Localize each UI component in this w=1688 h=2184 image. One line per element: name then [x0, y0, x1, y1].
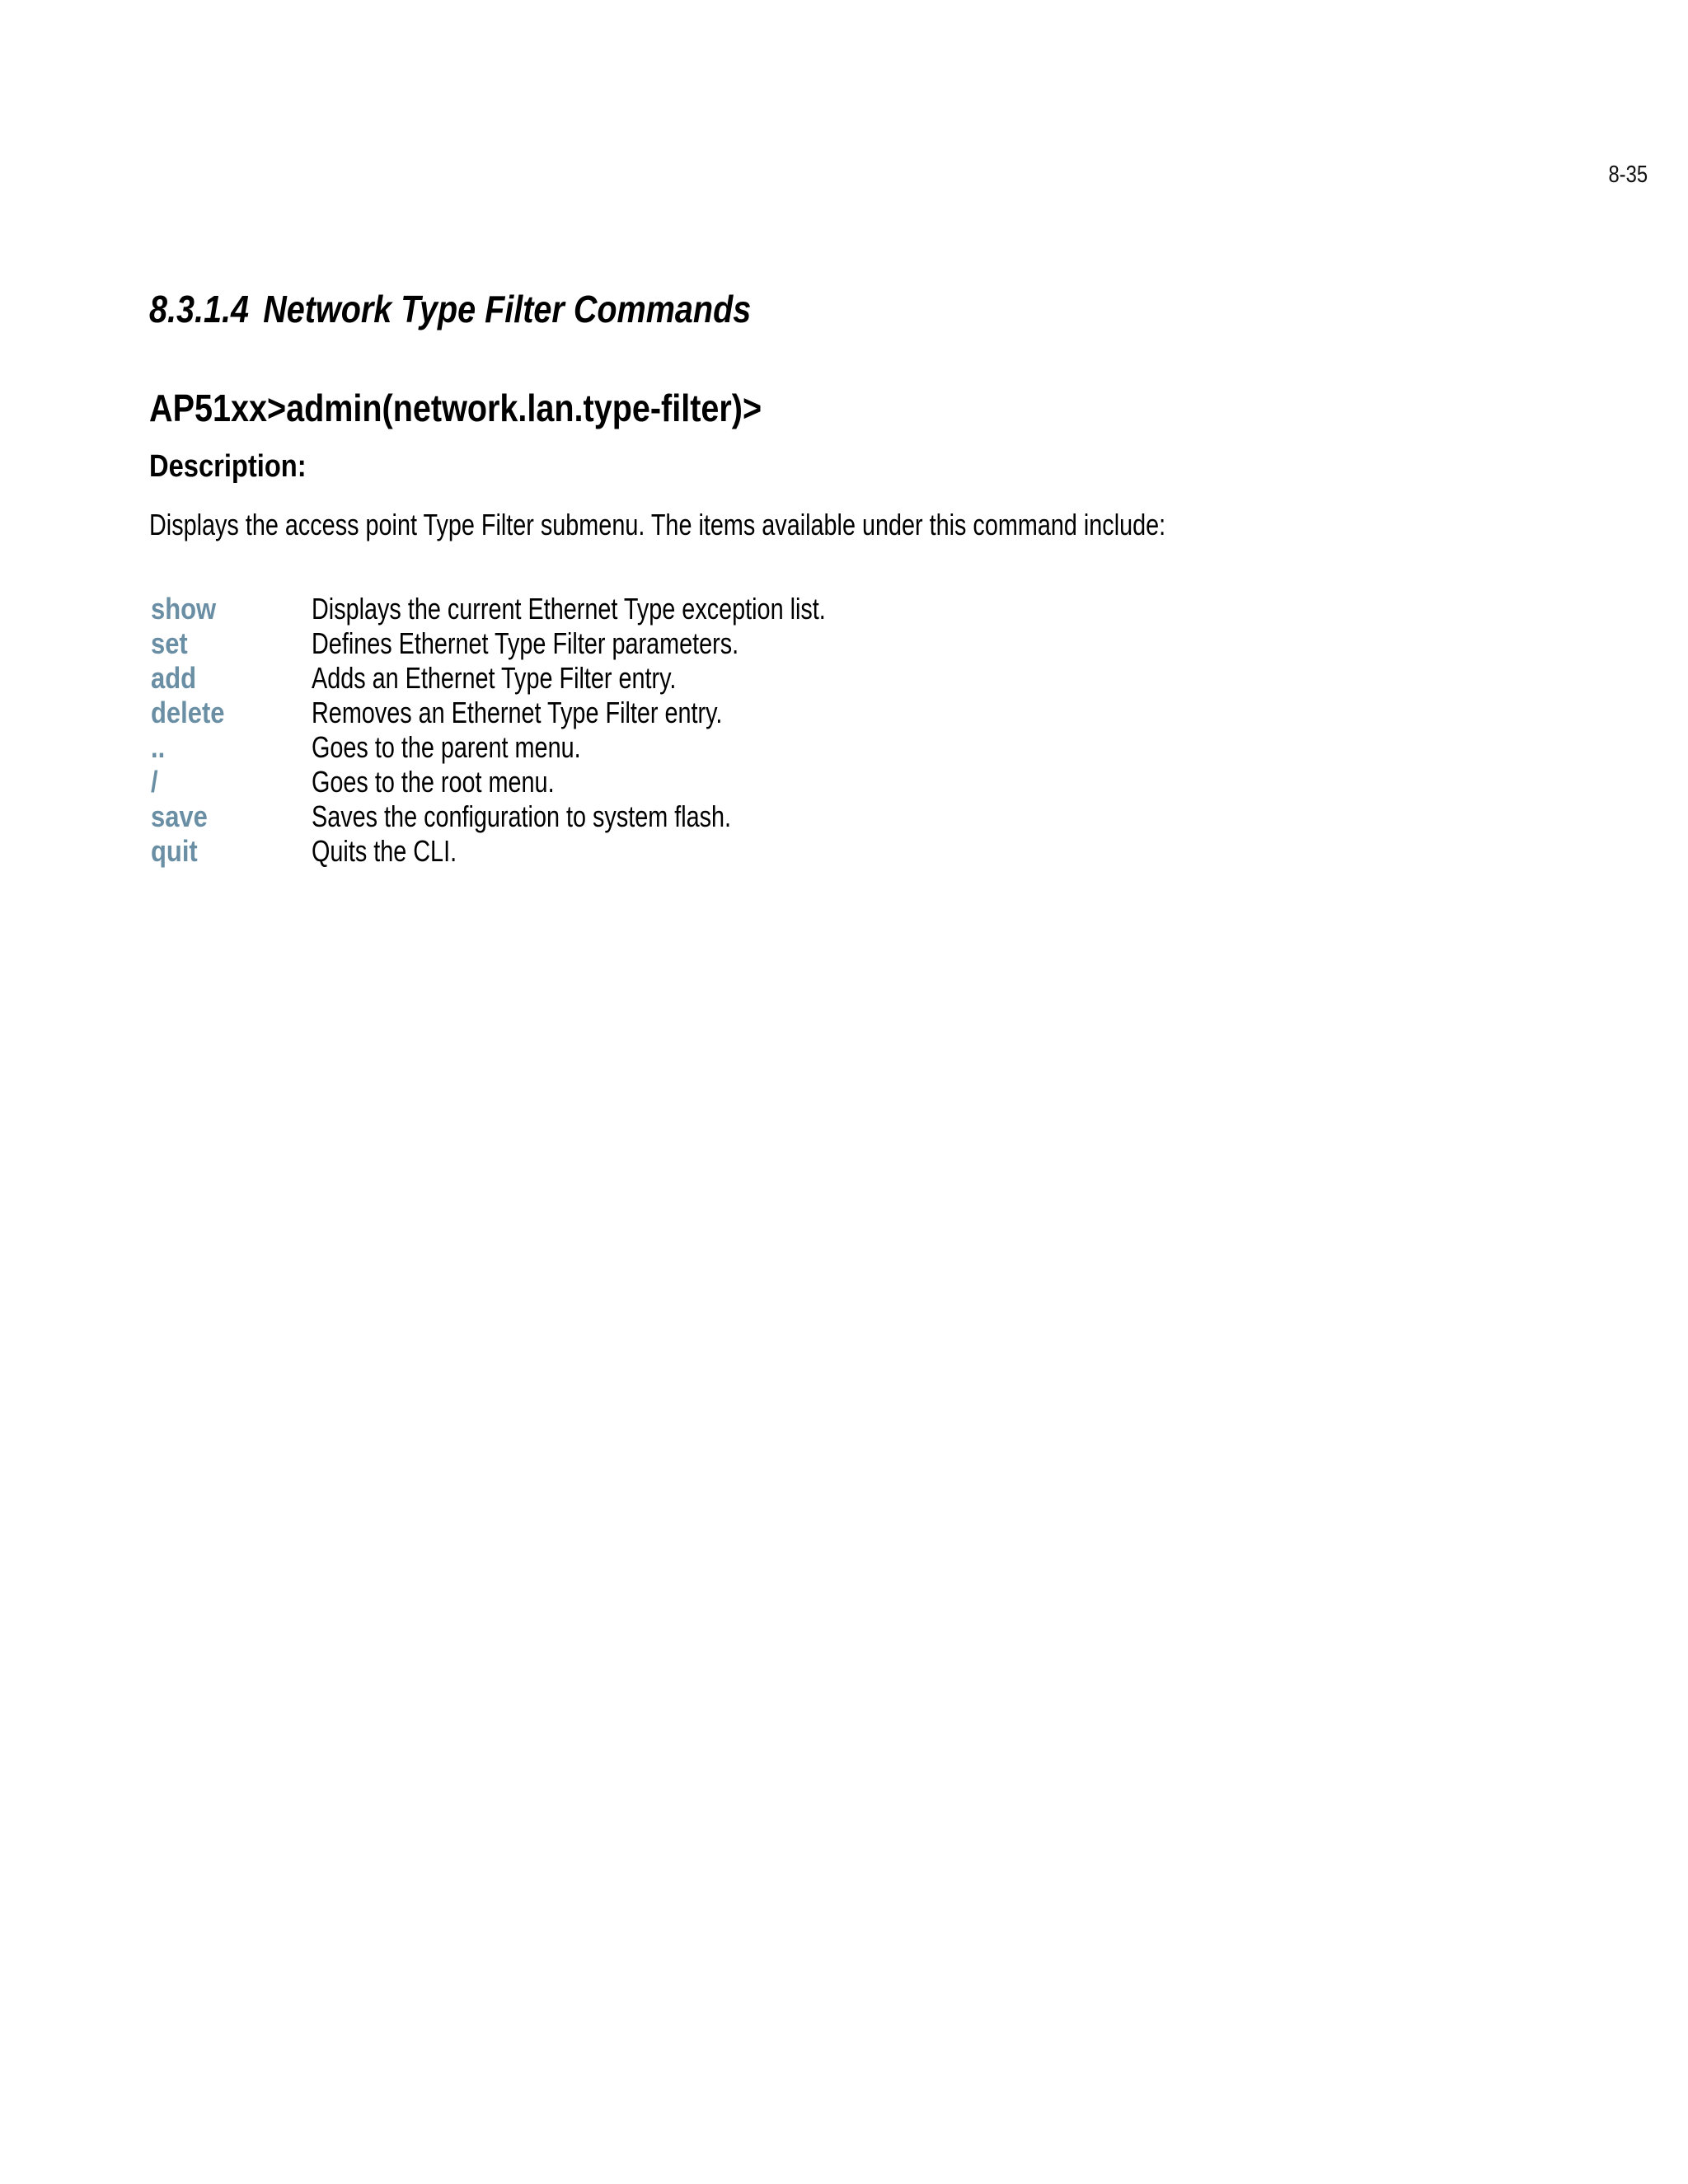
command-name: delete: [151, 696, 225, 729]
command-description: Goes to the parent menu.: [312, 730, 581, 764]
command-name: show: [151, 592, 217, 626]
command-description: Displays the current Ethernet Type exception list.: [312, 592, 826, 626]
command-row: [149, 626, 1303, 661]
command-name: set: [151, 626, 188, 660]
command-row: [149, 730, 1303, 765]
command-name: /: [151, 765, 158, 799]
command-name: add: [151, 661, 197, 695]
command-list: [149, 592, 1303, 869]
command-row: [149, 696, 1303, 730]
section-title: Network Type Filter Commands: [263, 288, 752, 330]
command-description: Quits the CLI.: [312, 834, 457, 868]
command-description: Removes an Ethernet Type Filter entry.: [312, 696, 723, 729]
command-row: [149, 765, 1303, 799]
command-row: [149, 592, 1303, 626]
command-title: AP51xx>admin(network.lan.type-filter)>: [149, 387, 762, 429]
command-name: ..: [151, 730, 166, 764]
command-row: [149, 834, 1303, 869]
section-number: 8.3.1.4: [149, 288, 249, 330]
command-name: save: [151, 799, 208, 833]
command-row: [149, 661, 1303, 696]
command-description: Defines Ethernet Type Filter parameters.: [312, 626, 739, 660]
description-label: Description:: [149, 449, 307, 484]
command-description: Goes to the root menu.: [312, 765, 555, 799]
description-text: Displays the access point Type Filter submenu. The items available under this command include:: [149, 508, 1166, 541]
section-heading: [149, 287, 751, 331]
command-name: quit: [151, 834, 198, 868]
command-row: [149, 799, 1303, 834]
page-number: 8-35: [1608, 162, 1648, 188]
command-description: Adds an Ethernet Type Filter entry.: [312, 661, 677, 695]
command-description: Saves the configuration to system flash.: [312, 799, 732, 833]
